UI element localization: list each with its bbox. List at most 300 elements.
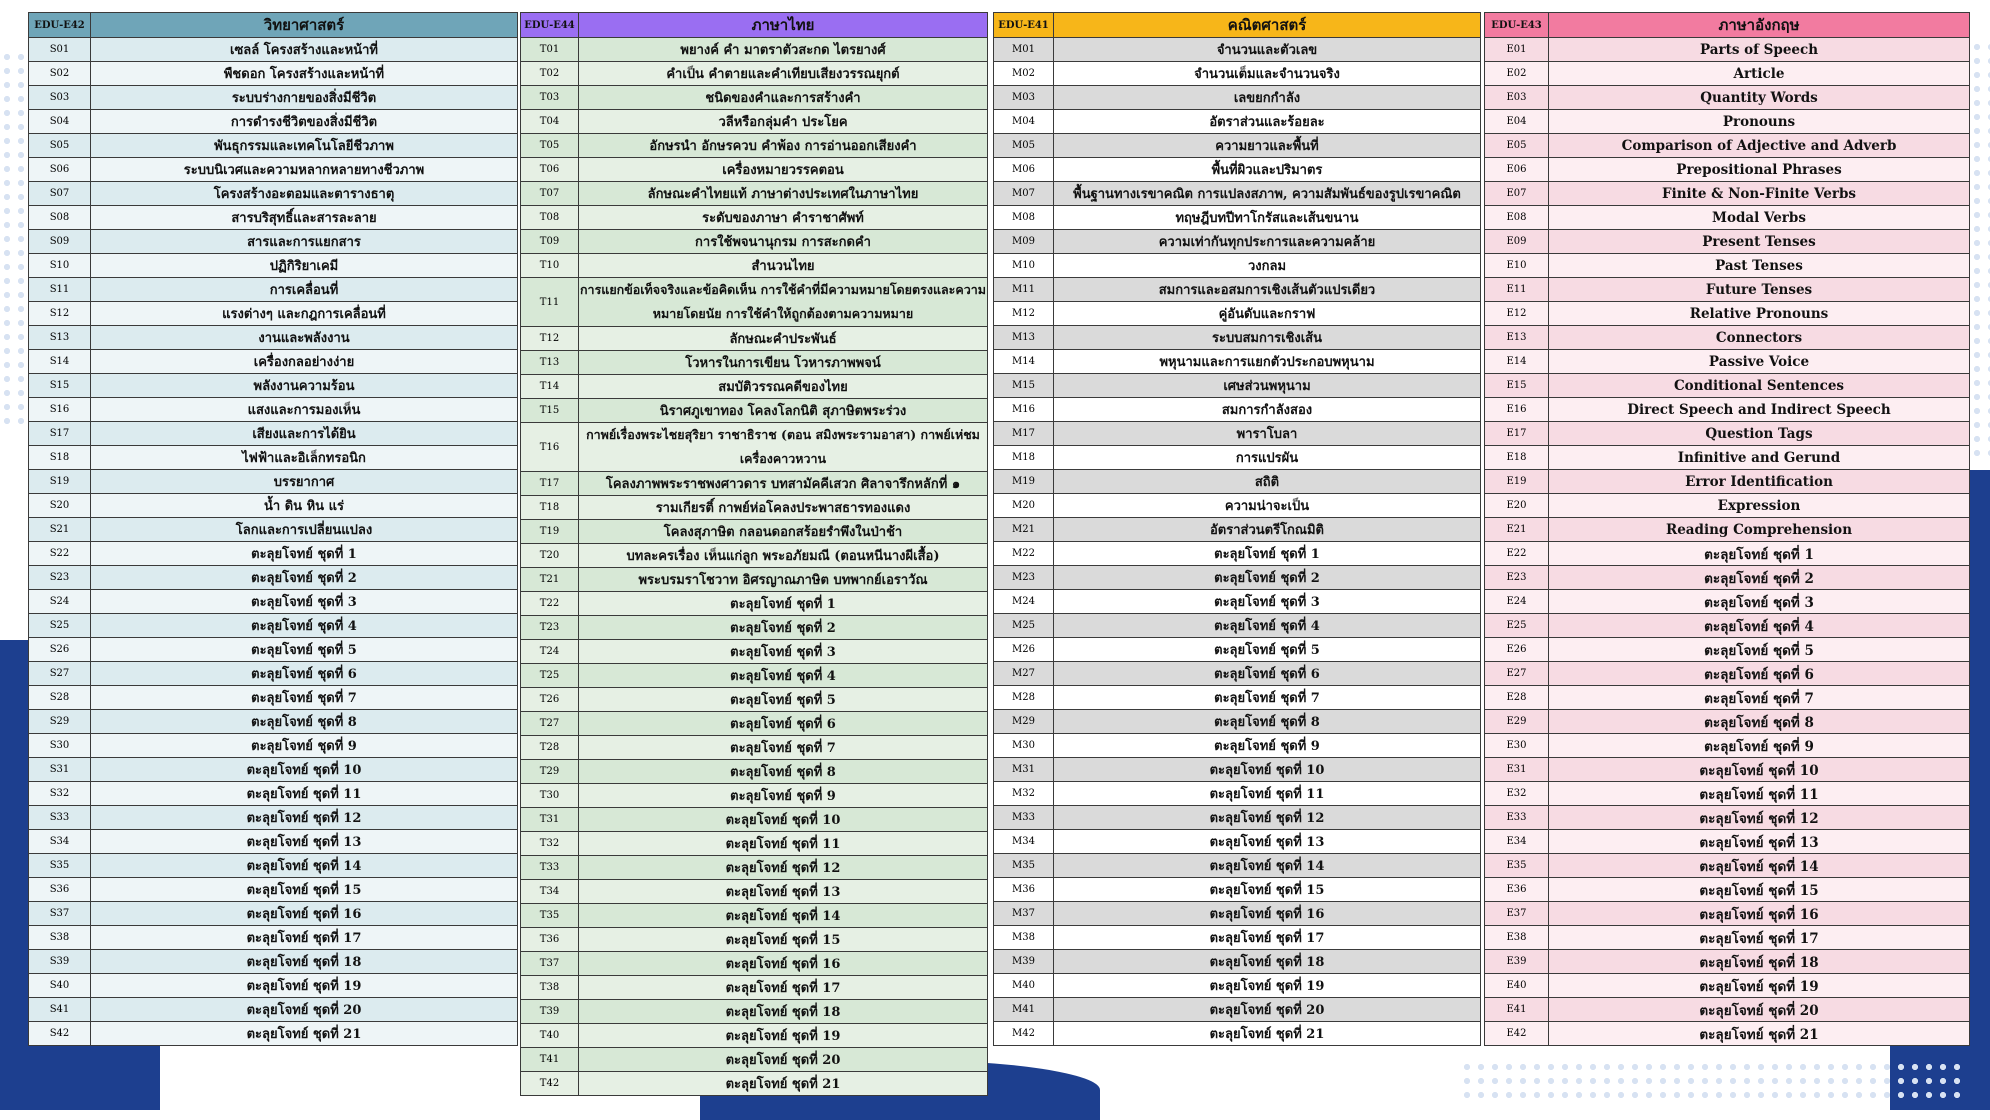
lesson-code: M12 (994, 302, 1054, 326)
table-row (994, 278, 1481, 302)
math-table (993, 12, 1481, 1046)
lesson-code: S40 (29, 974, 91, 998)
lesson-topic: ตะลุยโจทย์ ชุดที่ 16 (91, 902, 518, 926)
lesson-code: S23 (29, 566, 91, 590)
lesson-topic: Finite & Non-Finite Verbs (1549, 182, 1970, 206)
table-row (521, 592, 988, 616)
lesson-code: S35 (29, 854, 91, 878)
lesson-code: E08 (1485, 206, 1549, 230)
lesson-code: S41 (29, 998, 91, 1022)
lesson-topic: เซลล์ โครงสร้างและหน้าที่ (91, 38, 518, 62)
thai-subject-title: ภาษาไทย (579, 13, 988, 38)
science-table (28, 12, 518, 1046)
table-row (994, 182, 1481, 206)
science-subject-title: วิทยาศาสตร์ (91, 13, 518, 38)
lesson-code: S21 (29, 518, 91, 542)
lesson-topic: ตะลุยโจทย์ ชุดที่ 12 (1054, 806, 1481, 830)
lesson-code: E12 (1485, 302, 1549, 326)
table-row (29, 398, 518, 422)
lesson-code: M02 (994, 62, 1054, 86)
lesson-topic: ระบบสมการเชิงเส้น (1054, 326, 1481, 350)
table-row (29, 86, 518, 110)
table-row (1485, 278, 1970, 302)
lesson-code: M42 (994, 1022, 1054, 1046)
lesson-topic: Past Tenses (1549, 254, 1970, 278)
table-row (29, 350, 518, 374)
table-row (994, 422, 1481, 446)
lesson-code: E16 (1485, 398, 1549, 422)
table-row (29, 158, 518, 182)
lesson-code: S38 (29, 926, 91, 950)
lesson-code: E19 (1485, 470, 1549, 494)
table-row (521, 134, 988, 158)
lesson-code: T03 (521, 86, 579, 110)
lesson-topic: ตะลุยโจทย์ ชุดที่ 8 (91, 710, 518, 734)
lesson-topic: ตะลุยโจทย์ ชุดที่ 5 (1054, 638, 1481, 662)
lesson-code: T34 (521, 880, 579, 904)
lesson-topic: Parts of Speech (1549, 38, 1970, 62)
lesson-code: T30 (521, 784, 579, 808)
table-row (1485, 878, 1970, 902)
lesson-code: S13 (29, 326, 91, 350)
lesson-code: T41 (521, 1048, 579, 1072)
table-row (521, 38, 988, 62)
table-row (29, 638, 518, 662)
lesson-code: M16 (994, 398, 1054, 422)
table-row (521, 616, 988, 640)
lesson-topic: วงกลม (1054, 254, 1481, 278)
lesson-topic: แสงและการมองเห็น (91, 398, 518, 422)
lesson-code: M10 (994, 254, 1054, 278)
lesson-code: M31 (994, 758, 1054, 782)
table-row (1485, 614, 1970, 638)
lesson-code: E05 (1485, 134, 1549, 158)
lesson-topic: การแยกข้อเท็จจริงและข้อคิดเห็น การใช้คำที่มีความหมายโดยตรงและความหมายโดยนัย การใช้คำให้ถูกต้องตามความหมาย (579, 278, 988, 327)
lesson-topic: กาพย์เรื่องพระไชยสุริยา ราชาธิราช (ตอน สมิงพระรามอาสา) กาพย์เห่ชมเครื่องคาวหวาน (579, 423, 988, 472)
table-row (521, 423, 988, 472)
lesson-topic: ตะลุยโจทย์ ชุดที่ 7 (579, 736, 988, 760)
table-row (521, 544, 988, 568)
table-row (521, 952, 988, 976)
lesson-code: T36 (521, 928, 579, 952)
lesson-code: M39 (994, 950, 1054, 974)
table-row (29, 830, 518, 854)
lesson-topic: ตะลุยโจทย์ ชุดที่ 4 (1054, 614, 1481, 638)
lesson-code: M27 (994, 662, 1054, 686)
lesson-topic: สารและการแยกสาร (91, 230, 518, 254)
table-row (29, 206, 518, 230)
lesson-topic: ตะลุยโจทย์ ชุดที่ 21 (91, 1022, 518, 1046)
lesson-code: S34 (29, 830, 91, 854)
lesson-code: M24 (994, 590, 1054, 614)
lesson-code: M34 (994, 830, 1054, 854)
math-course-code: EDU-E41 (994, 13, 1054, 38)
lesson-topic: งานและพลังงาน (91, 326, 518, 350)
lesson-topic: ตะลุยโจทย์ ชุดที่ 14 (91, 854, 518, 878)
lesson-topic: การดำรงชีวิตของสิ่งมีชีวิต (91, 110, 518, 134)
lesson-topic: Reading Comprehension (1549, 518, 1970, 542)
lesson-code: S18 (29, 446, 91, 470)
table-row (521, 1072, 988, 1096)
table-row (29, 278, 518, 302)
lesson-topic: พืชดอก โครงสร้างและหน้าที่ (91, 62, 518, 86)
lesson-code: S32 (29, 782, 91, 806)
lesson-code: S08 (29, 206, 91, 230)
lesson-code: M06 (994, 158, 1054, 182)
lesson-topic: ตะลุยโจทย์ ชุดที่ 3 (1549, 590, 1970, 614)
lesson-code: M22 (994, 542, 1054, 566)
table-row (1485, 326, 1970, 350)
lesson-topic: ตะลุยโจทย์ ชุดที่ 1 (1549, 542, 1970, 566)
lesson-code: M28 (994, 686, 1054, 710)
lesson-code: M32 (994, 782, 1054, 806)
table-row (1485, 134, 1970, 158)
table-row (521, 976, 988, 1000)
lesson-code: T15 (521, 399, 579, 423)
lesson-topic: ตะลุยโจทย์ ชุดที่ 3 (1054, 590, 1481, 614)
lesson-topic: ตะลุยโจทย์ ชุดที่ 11 (579, 832, 988, 856)
lesson-topic: ตะลุยโจทย์ ชุดที่ 21 (1549, 1022, 1970, 1046)
table-row (1485, 974, 1970, 998)
lesson-code: T05 (521, 134, 579, 158)
lesson-topic: สารบริสุทธิ์และสารละลาย (91, 206, 518, 230)
lesson-topic: ตะลุยโจทย์ ชุดที่ 3 (579, 640, 988, 664)
lesson-topic: ตะลุยโจทย์ ชุดที่ 12 (1549, 806, 1970, 830)
lesson-code: T06 (521, 158, 579, 182)
table-row (1485, 686, 1970, 710)
lesson-code: T40 (521, 1024, 579, 1048)
lesson-topic: อัตราส่วนและร้อยละ (1054, 110, 1481, 134)
lesson-topic: ตะลุยโจทย์ ชุดที่ 18 (1549, 950, 1970, 974)
table-row (1485, 518, 1970, 542)
lesson-topic: ตะลุยโจทย์ ชุดที่ 10 (1054, 758, 1481, 782)
lesson-code: M40 (994, 974, 1054, 998)
lesson-topic: จำนวนและตัวเลข (1054, 38, 1481, 62)
lesson-code: M01 (994, 38, 1054, 62)
lesson-code: S10 (29, 254, 91, 278)
lesson-code: M23 (994, 566, 1054, 590)
table-row (1485, 902, 1970, 926)
lesson-topic: ตะลุยโจทย์ ชุดที่ 8 (579, 760, 988, 784)
table-row (521, 832, 988, 856)
lesson-code: T09 (521, 230, 579, 254)
table-row (29, 902, 518, 926)
lesson-code: T07 (521, 182, 579, 206)
english-subject-title: ภาษาอังกฤษ (1549, 13, 1970, 38)
lesson-topic: ตะลุยโจทย์ ชุดที่ 19 (579, 1024, 988, 1048)
lesson-topic: ตะลุยโจทย์ ชุดที่ 9 (91, 734, 518, 758)
lesson-topic: ตะลุยโจทย์ ชุดที่ 20 (1054, 998, 1481, 1022)
table-row (1485, 398, 1970, 422)
lesson-code: T10 (521, 254, 579, 278)
lesson-topic: โคลงสุภาษิต กลอนดอกสร้อยรำพึงในป่าช้า (579, 520, 988, 544)
table-row (1485, 806, 1970, 830)
lesson-code: E39 (1485, 950, 1549, 974)
lesson-code: E02 (1485, 62, 1549, 86)
lesson-code: E35 (1485, 854, 1549, 878)
lesson-topic: ตะลุยโจทย์ ชุดที่ 15 (579, 928, 988, 952)
lesson-topic: ตะลุยโจทย์ ชุดที่ 11 (1549, 782, 1970, 806)
table-row (29, 1022, 518, 1046)
lesson-topic: ลักษณะคำประพันธ์ (579, 327, 988, 351)
lesson-code: E29 (1485, 710, 1549, 734)
lesson-code: M21 (994, 518, 1054, 542)
table-row (1485, 254, 1970, 278)
table-row (1485, 782, 1970, 806)
table-row (521, 496, 988, 520)
lesson-topic: แรงต่างๆ และกฎการเคลื่อนที่ (91, 302, 518, 326)
lesson-code: S39 (29, 950, 91, 974)
table-row (521, 688, 988, 712)
lesson-topic: ตะลุยโจทย์ ชุดที่ 7 (91, 686, 518, 710)
table-row (1485, 374, 1970, 398)
table-row (1485, 926, 1970, 950)
lesson-topic: Modal Verbs (1549, 206, 1970, 230)
table-row (29, 614, 518, 638)
table-row (29, 182, 518, 206)
lesson-code: S28 (29, 686, 91, 710)
lesson-topic: ความเท่ากันทุกประการและความคล้าย (1054, 230, 1481, 254)
table-row (1485, 542, 1970, 566)
lesson-topic: ตะลุยโจทย์ ชุดที่ 13 (1054, 830, 1481, 854)
table-row (1485, 758, 1970, 782)
lesson-topic: เศษส่วนพหุนาม (1054, 374, 1481, 398)
lesson-code: S27 (29, 662, 91, 686)
lesson-code: M30 (994, 734, 1054, 758)
lesson-code: M20 (994, 494, 1054, 518)
lesson-code: E09 (1485, 230, 1549, 254)
table-row (994, 206, 1481, 230)
lesson-topic: การแปรผัน (1054, 446, 1481, 470)
table-row (994, 926, 1481, 950)
table-row (1485, 662, 1970, 686)
lesson-code: S33 (29, 806, 91, 830)
table-row (994, 782, 1481, 806)
table-row (521, 880, 988, 904)
table-row (29, 518, 518, 542)
table-row (521, 736, 988, 760)
lesson-code: T39 (521, 1000, 579, 1024)
table-row (521, 784, 988, 808)
lesson-topic: ตะลุยโจทย์ ชุดที่ 9 (1549, 734, 1970, 758)
lesson-code: E22 (1485, 542, 1549, 566)
lesson-topic: ตะลุยโจทย์ ชุดที่ 4 (1549, 614, 1970, 638)
lesson-topic: Prepositional Phrases (1549, 158, 1970, 182)
thai-table (520, 12, 988, 1096)
lesson-code: S19 (29, 470, 91, 494)
table-row (994, 662, 1481, 686)
lesson-code: M11 (994, 278, 1054, 302)
lesson-topic: ตะลุยโจทย์ ชุดที่ 15 (1549, 878, 1970, 902)
lesson-code: T37 (521, 952, 579, 976)
lesson-topic: ตะลุยโจทย์ ชุดที่ 6 (91, 662, 518, 686)
table-row (1485, 830, 1970, 854)
lesson-code: M38 (994, 926, 1054, 950)
table-row (994, 86, 1481, 110)
lesson-topic: สำนวนไทย (579, 254, 988, 278)
thai-course-code: EDU-E44 (521, 13, 579, 38)
lesson-topic: ระบบนิเวศและความหลากหลายทางชีวภาพ (91, 158, 518, 182)
lesson-topic: ตะลุยโจทย์ ชุดที่ 3 (91, 590, 518, 614)
lesson-topic: ตะลุยโจทย์ ชุดที่ 2 (91, 566, 518, 590)
table-row (521, 86, 988, 110)
lesson-topic: Pronouns (1549, 110, 1970, 134)
lesson-code: S12 (29, 302, 91, 326)
lesson-code: M05 (994, 134, 1054, 158)
table-row (1485, 638, 1970, 662)
lesson-code: S16 (29, 398, 91, 422)
table-row (521, 182, 988, 206)
lesson-topic: ตะลุยโจทย์ ชุดที่ 6 (1549, 662, 1970, 686)
lesson-topic: เครื่องกลอย่างง่าย (91, 350, 518, 374)
lesson-topic: ตะลุยโจทย์ ชุดที่ 20 (91, 998, 518, 1022)
table-row (994, 38, 1481, 62)
lesson-topic: ตะลุยโจทย์ ชุดที่ 11 (1054, 782, 1481, 806)
lesson-code: S17 (29, 422, 91, 446)
lesson-code: E36 (1485, 878, 1549, 902)
table-row (29, 974, 518, 998)
lesson-code: S22 (29, 542, 91, 566)
lesson-code: T12 (521, 327, 579, 351)
table-row (994, 326, 1481, 350)
lesson-code: S05 (29, 134, 91, 158)
table-row (1485, 470, 1970, 494)
lesson-code: E01 (1485, 38, 1549, 62)
lesson-code: S36 (29, 878, 91, 902)
table-row (521, 1048, 988, 1072)
table-row (994, 686, 1481, 710)
background-dots-left (0, 50, 30, 430)
lesson-topic: โคลงภาพพระราชพงศาวดาร บทสามัคคีเสวก ศิลาจารึกหลักที่ ๑ (579, 472, 988, 496)
table-row (29, 662, 518, 686)
table-row (29, 686, 518, 710)
lesson-topic: Expression (1549, 494, 1970, 518)
lesson-code: T22 (521, 592, 579, 616)
lesson-topic: Passive Voice (1549, 350, 1970, 374)
lesson-code: M09 (994, 230, 1054, 254)
table-row (521, 110, 988, 134)
lesson-code: E30 (1485, 734, 1549, 758)
lesson-code: E31 (1485, 758, 1549, 782)
lesson-code: T08 (521, 206, 579, 230)
lesson-topic: ตะลุยโจทย์ ชุดที่ 10 (1549, 758, 1970, 782)
lesson-code: M25 (994, 614, 1054, 638)
lesson-code: M13 (994, 326, 1054, 350)
lesson-code: T21 (521, 568, 579, 592)
table-row (1485, 206, 1970, 230)
lesson-topic: ตะลุยโจทย์ ชุดที่ 9 (1054, 734, 1481, 758)
lesson-topic: วลีหรือกลุ่มคำ ประโยค (579, 110, 988, 134)
table-row (994, 878, 1481, 902)
table-row (29, 854, 518, 878)
lesson-topic: พื้นที่ผิวและปริมาตร (1054, 158, 1481, 182)
lesson-code: T18 (521, 496, 579, 520)
lesson-code: T17 (521, 472, 579, 496)
lesson-code: T27 (521, 712, 579, 736)
table-row (521, 856, 988, 880)
lesson-topic: ตะลุยโจทย์ ชุดที่ 2 (579, 616, 988, 640)
lesson-topic: อักษรนำ อักษรควบ คำพ้อง การอ่านออกเสียงคำ (579, 134, 988, 158)
table-row (994, 134, 1481, 158)
table-row (994, 974, 1481, 998)
table-row (994, 806, 1481, 830)
lesson-code: T14 (521, 375, 579, 399)
table-row (994, 566, 1481, 590)
table-row (994, 350, 1481, 374)
lesson-code: S24 (29, 590, 91, 614)
lesson-code: M14 (994, 350, 1054, 374)
table-row (29, 494, 518, 518)
lesson-code: M03 (994, 86, 1054, 110)
table-row (521, 351, 988, 375)
lesson-topic: ตะลุยโจทย์ ชุดที่ 18 (579, 1000, 988, 1024)
lesson-code: S15 (29, 374, 91, 398)
table-row (29, 374, 518, 398)
table-row (1485, 86, 1970, 110)
lesson-topic: พหุนามและการแยกตัวประกอบพหุนาม (1054, 350, 1481, 374)
lesson-code: E07 (1485, 182, 1549, 206)
math-subject-title: คณิตศาสตร์ (1054, 13, 1481, 38)
table-row (994, 614, 1481, 638)
lesson-topic: ตะลุยโจทย์ ชุดที่ 13 (91, 830, 518, 854)
lesson-topic: ลักษณะคำไทยแท้ ภาษาต่างประเทศในภาษาไทย (579, 182, 988, 206)
lesson-code: S11 (29, 278, 91, 302)
lesson-topic: ตะลุยโจทย์ ชุดที่ 8 (1054, 710, 1481, 734)
table-row (1485, 446, 1970, 470)
table-row (29, 230, 518, 254)
lesson-topic: บทละครเรื่อง เห็นแก่ลูก พระอภัยมณี (ตอนหนีนางผีเสื้อ) (579, 544, 988, 568)
lesson-topic: พาราโบลา (1054, 422, 1481, 446)
lesson-topic: คู่อันดับและกราฟ (1054, 302, 1481, 326)
lesson-code: S04 (29, 110, 91, 134)
table-row (29, 878, 518, 902)
table-row (521, 158, 988, 182)
table-row (994, 254, 1481, 278)
lesson-topic: ตะลุยโจทย์ ชุดที่ 7 (1549, 686, 1970, 710)
table-row (994, 302, 1481, 326)
lesson-topic: เครื่องหมายวรรคตอน (579, 158, 988, 182)
table-row (1485, 950, 1970, 974)
table-row (994, 1022, 1481, 1046)
table-row (994, 62, 1481, 86)
lesson-topic: ตะลุยโจทย์ ชุดที่ 1 (579, 592, 988, 616)
table-row (29, 566, 518, 590)
lesson-code: E06 (1485, 158, 1549, 182)
table-row (521, 760, 988, 784)
lesson-topic: พยางค์ คำ มาตราตัวสะกด ไตรยางศ์ (579, 38, 988, 62)
lesson-code: E14 (1485, 350, 1549, 374)
lesson-code: S37 (29, 902, 91, 926)
lesson-topic: ตะลุยโจทย์ ชุดที่ 19 (91, 974, 518, 998)
lesson-code: M33 (994, 806, 1054, 830)
lesson-topic: ตะลุยโจทย์ ชุดที่ 14 (579, 904, 988, 928)
table-row (1485, 566, 1970, 590)
lesson-topic: เสียงและการได้ยิน (91, 422, 518, 446)
lesson-code: S42 (29, 1022, 91, 1046)
lesson-topic: ตะลุยโจทย์ ชุดที่ 19 (1549, 974, 1970, 998)
lesson-code: E40 (1485, 974, 1549, 998)
table-row (1485, 350, 1970, 374)
english-course-code: EDU-E43 (1485, 13, 1549, 38)
lesson-topic: คำเป็น คำตายและคำเทียบเสียงวรรณยุกต์ (579, 62, 988, 86)
lesson-code: T13 (521, 351, 579, 375)
table-row (29, 950, 518, 974)
lesson-topic: ตะลุยโจทย์ ชุดที่ 11 (91, 782, 518, 806)
table-row (521, 278, 988, 327)
lesson-topic: ตะลุยโจทย์ ชุดที่ 17 (579, 976, 988, 1000)
lesson-code: T26 (521, 688, 579, 712)
lesson-code: T32 (521, 832, 579, 856)
